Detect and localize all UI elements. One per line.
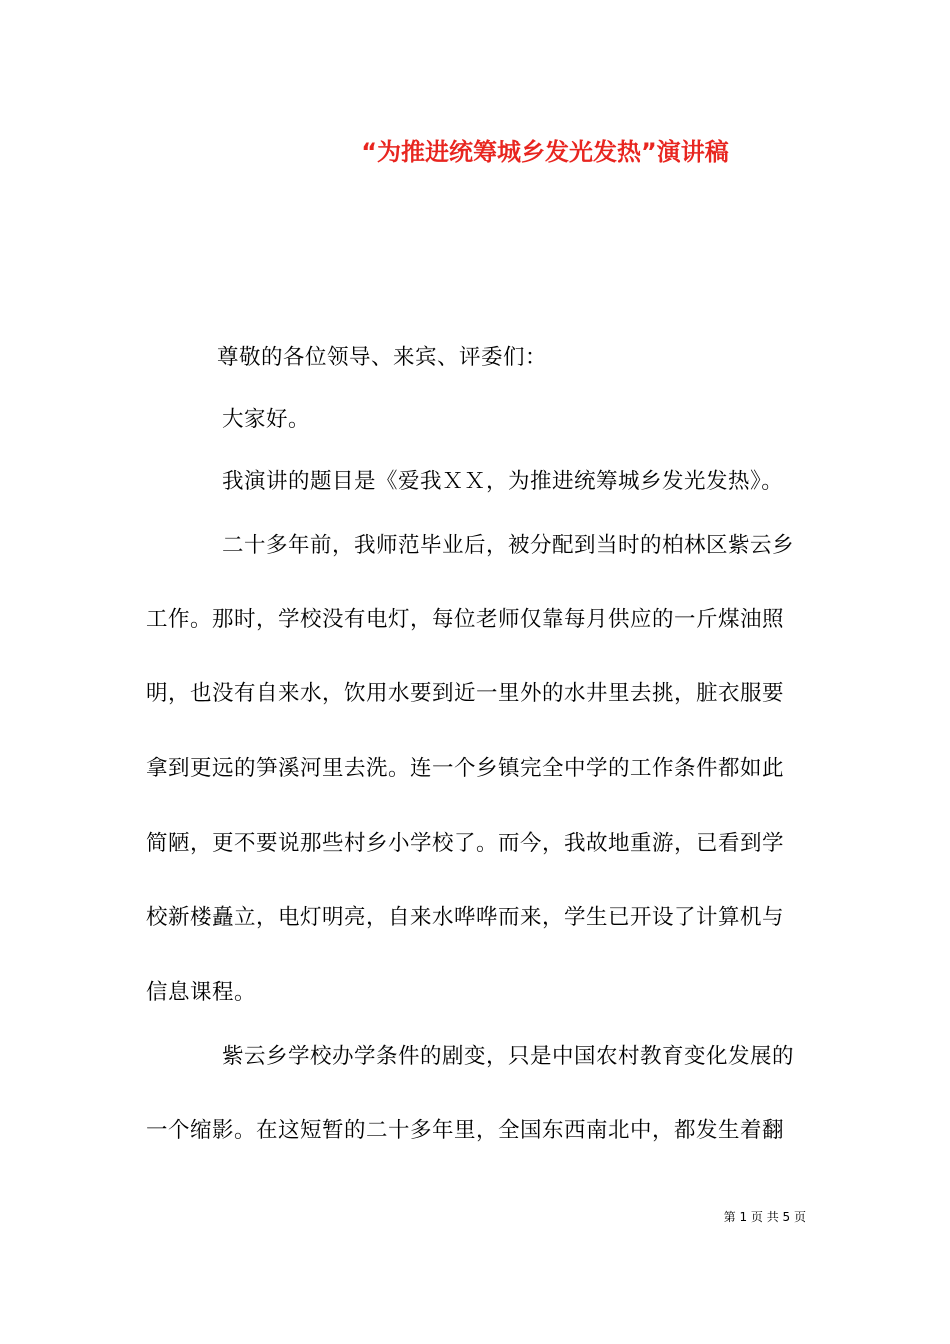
paragraph-line: 拿到更远的笋溪河里去洗。连一个乡镇完全中学的工作条件都如此 xyxy=(146,756,785,781)
paragraph-line: 一个缩影。在这短暂的二十多年里，全国东西南北中，都发生着翻 xyxy=(146,1118,785,1143)
salutation-line: 尊敬的各位领导、来宾、评委们： xyxy=(217,345,548,370)
paragraph-line: 二十多年前，我师范毕业后，被分配到当时的柏林区紫云乡 xyxy=(222,533,795,558)
paragraph-line: 工作。那时，学校没有电灯，每位老师仅靠每月供应的一斤煤油照 xyxy=(146,607,785,632)
paragraph-line: 紫云乡学校办学条件的剧变，只是中国农村教育变化发展的 xyxy=(222,1044,795,1069)
greeting-line: 大家好。 xyxy=(222,407,311,432)
speech-topic-line: 我演讲的题目是《爱我ＸＸ，为推进统筹城乡发光发热》。 xyxy=(222,469,784,494)
paragraph-line: 简陋，更不要说那些村乡小学校了。而今，我故地重游，已看到学 xyxy=(146,831,785,856)
paragraph-line: 校新楼矗立，电灯明亮，自来水哗哗而来，学生已开设了计算机与 xyxy=(146,905,785,930)
document-title: “为推进统筹城乡发光发热”演讲稿 xyxy=(361,138,729,166)
page-number: 第 1 页 共 5 页 xyxy=(723,1210,806,1224)
paragraph-line: 明，也没有自来水，饮用水要到近一里外的水井里去挑，脏衣服要 xyxy=(146,681,785,706)
paragraph-line: 信息课程。 xyxy=(146,980,257,1005)
